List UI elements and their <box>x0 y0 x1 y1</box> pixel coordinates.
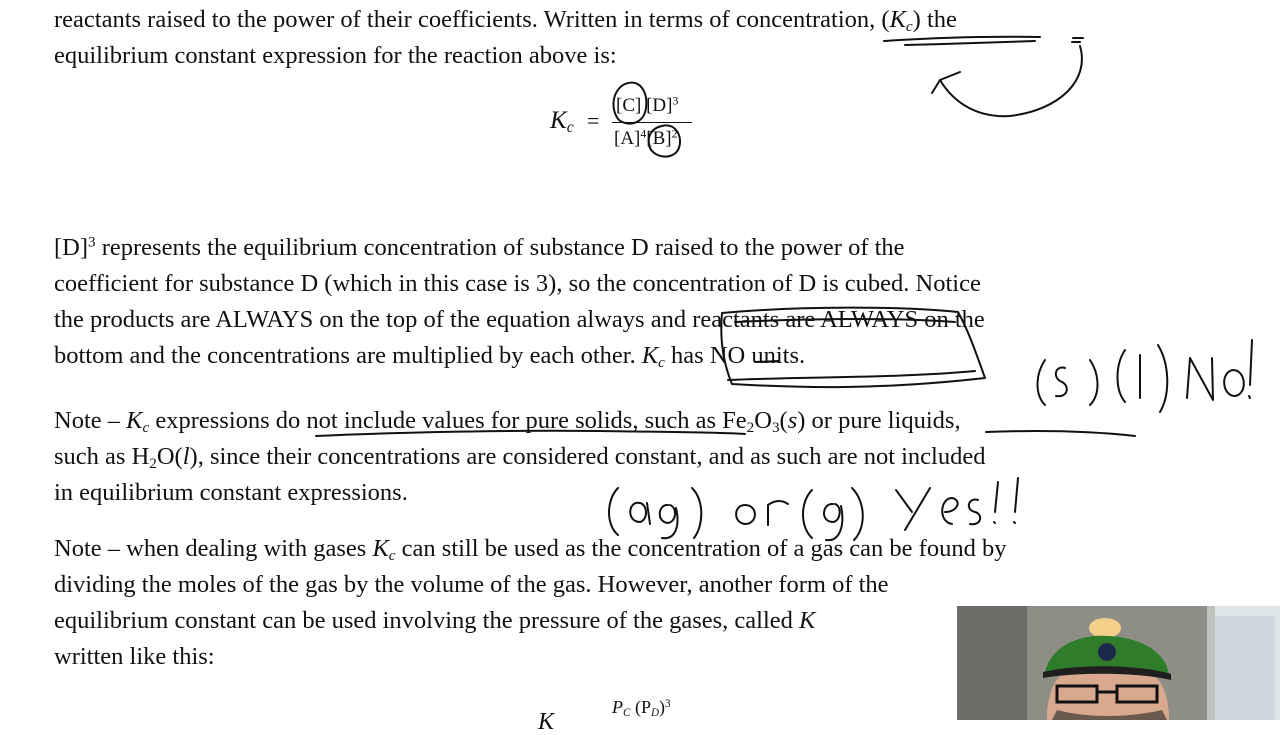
ink-letter-s2 <box>969 500 980 525</box>
kc-denominator: $[A]^4[B]^2$ <box>614 127 678 149</box>
ink-letter-a <box>630 503 650 524</box>
ink-paren-g-close <box>852 488 863 540</box>
ink-underline-concentration <box>884 37 1040 45</box>
ink-letter-n <box>1187 358 1213 400</box>
ink-paren-l-close <box>1158 345 1167 412</box>
paragraph-4-line-3: equilibrium constant can be used involving the pressure of the gases, called K <box>54 607 816 634</box>
paragraph-3-line-3: in equilibrium constant expressions. <box>54 479 408 506</box>
ink-paren-l <box>1118 350 1126 402</box>
fraction-bar <box>612 122 692 123</box>
kp-numerator: $P_C$ $(P_D)^3$ <box>612 697 671 719</box>
ink-paren-g <box>803 490 812 538</box>
paragraph-4-line-4: written like this: <box>54 643 215 670</box>
ink-letter-y <box>896 488 930 530</box>
ink-letter-e <box>942 498 957 524</box>
ink-mark-kc <box>1072 38 1083 42</box>
ink-letter-o <box>1224 370 1244 396</box>
ink-exclamation <box>1249 340 1252 398</box>
ink-letter-r <box>768 501 788 525</box>
ink-paren-s-close <box>1090 360 1098 405</box>
paragraph-4-line-2: dividing the moles of the gas by the volume of the gas. However, another form of the <box>54 571 889 598</box>
equals-sign: = <box>587 108 600 133</box>
kc-lhs: $K_c$ <box>550 107 574 136</box>
ink-underline-pure-liquids <box>986 431 1135 436</box>
ink-exclamation-1 <box>994 482 998 523</box>
paragraph-2-line-4: bottom and the concentrations are multiplied by each other. $K_c$ has NO units. <box>54 342 806 371</box>
paragraph-1-line-1: reactants raised to the power of their coefficients. Written in terms of concentration, $(K_c)$ the <box>54 6 957 35</box>
kc-equation <box>550 94 710 160</box>
ink-paren-aq-close <box>692 488 701 538</box>
paragraph-1-line-2: equilibrium constant expression for the reaction above is: <box>54 42 617 69</box>
ink-letter-q <box>660 505 678 538</box>
ink-letter-s <box>1056 368 1067 397</box>
webcam-overlay <box>957 606 1280 720</box>
kc-numerator: [C] $[D]^3$ <box>616 94 679 116</box>
paragraph-2-line-2: coefficient for substance D (which in this case is 3), so the concentration of D is cubed. Notice <box>54 270 981 297</box>
ink-letter-o2 <box>736 505 755 524</box>
kp-equation <box>538 696 708 735</box>
kp-lhs: K <box>538 709 555 735</box>
paragraph-4-line-1: Note – when dealing with gases $K_c$ can still be used as the concentration of a gas can be found by <box>54 535 1007 564</box>
ink-paren-aq <box>609 488 618 535</box>
paragraph-2-line-3: the products are ALWAYS on the top of the equation always and reactants are ALWAYS on the <box>54 306 985 333</box>
webcam-presenter-image <box>957 606 1280 720</box>
paragraph-3-line-1: Note – $K_c$ expressions do not include values for pure solids, such as $Fe_2O_3(s)$ or pure liquids, <box>54 407 961 436</box>
ink-paren-s <box>1038 360 1046 405</box>
ink-curved-arrow <box>932 46 1082 116</box>
paragraph-2-line-1: $[D]^3$ represents the equilibrium concentration of substance D raised to the power of the <box>54 233 905 261</box>
ink-exclamation-2 <box>1014 478 1018 523</box>
paragraph-3-line-2: such as $H_2O(l)$, since their concentrations are considered constant, and as such are not included <box>54 443 986 472</box>
